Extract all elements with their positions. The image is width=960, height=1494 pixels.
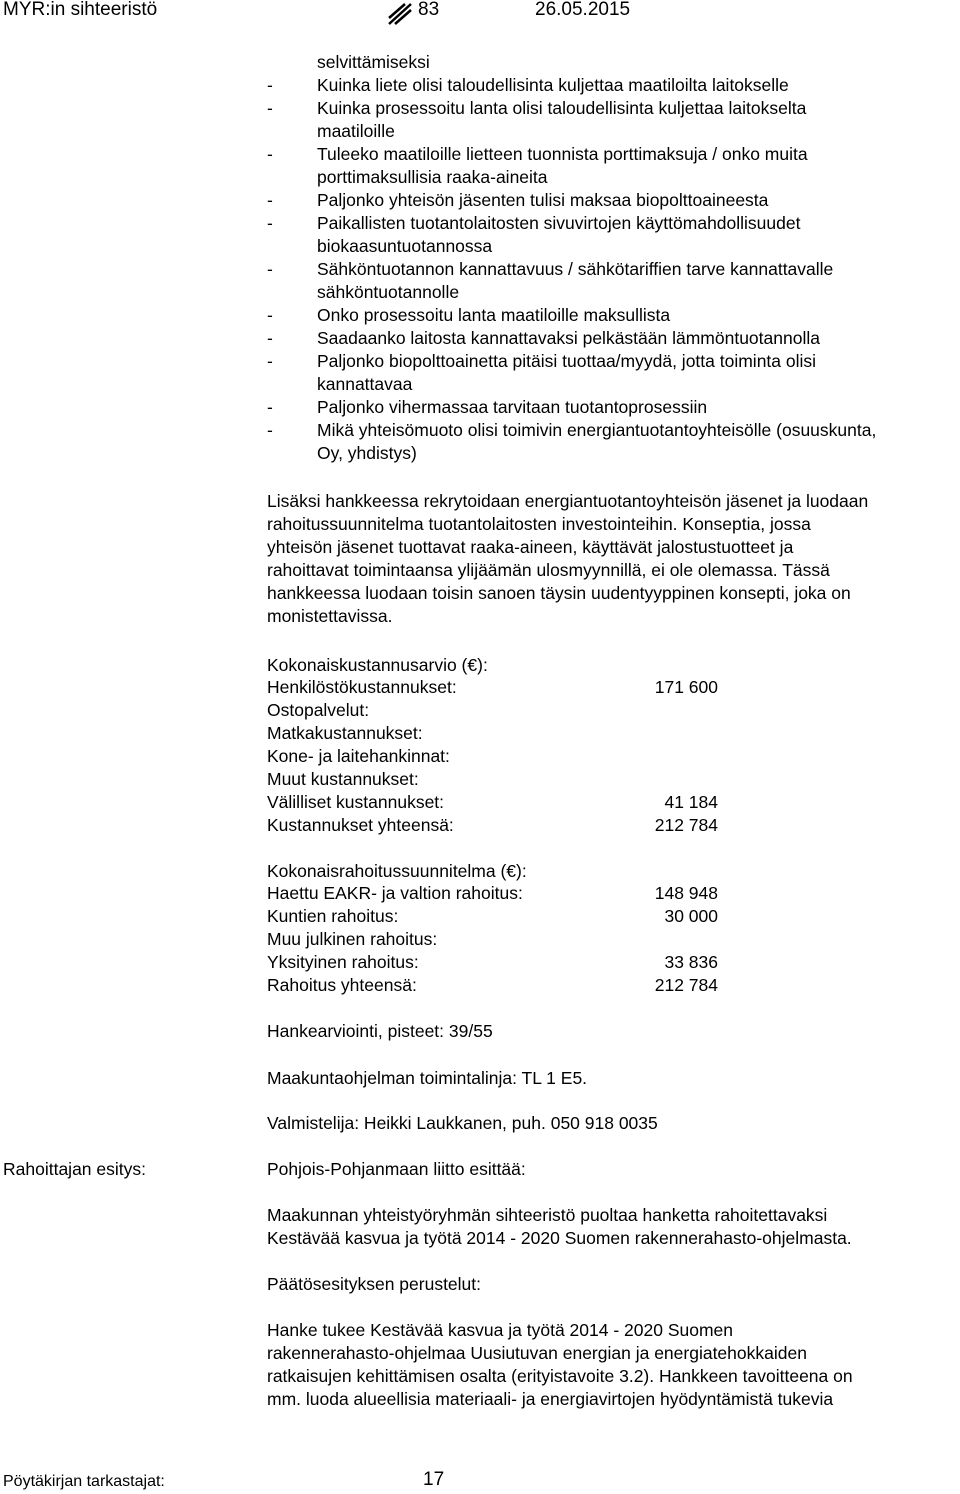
paragraph-1-line: rahoittavat toimintaansa ylijäämän ulosmyynnillä, ei ole olemassa. Tässä [267,560,830,580]
question-item-line: Paljonko biopolttoainetta pitäisi tuottaa/myydä, jotta toiminta olisi [317,351,817,371]
question-dash: - [267,144,273,164]
header-page: 83 [418,0,440,20]
footer-label: Pöytäkirjan tarkastajat: [3,1473,165,1490]
table-row-label: Matkakustannukset: [267,723,423,743]
table-row-value: 148 948 [654,883,718,903]
question-item-line: porttimaksullisia raaka-aineita [317,167,548,187]
paragraph-1-line: hankkeessa luodaan toisin sanoen täysin uudentyyppinen konsepti, joka on [267,583,851,603]
table-row-value: 33 836 [664,952,718,972]
assessment-line: Hankearviointi, pisteet: 39/55 [267,1021,493,1041]
question-item-line: Saadaanko laitosta kannattavaksi pelkästään lämmöntuotannolla [317,328,820,348]
question-item-line: sähköntuotannolle [317,282,460,302]
paragraph-3-line: mm. luoda alueellisia materiaali- ja energiavirtojen hyödyntämistä tukevia [267,1389,834,1409]
costs-heading: Kokonaiskustannusarvio (€): [267,655,488,675]
question-dash: - [267,213,273,233]
funding-heading: Kokonaisrahoitussuunnitelma (€): [267,861,527,881]
table-row-label: Muu julkinen rahoitus: [267,929,438,949]
document-icon [385,0,415,26]
question-item-line: Sähköntuotannon kannattavuus / sähkötariffien tarve kannattavalle [317,259,834,279]
table-row-value: 41 184 [664,792,718,812]
table-row-label: Kuntien rahoitus: [267,906,399,926]
question-dash: - [267,98,273,118]
question-item-line: kannattavaa [317,374,413,394]
question-item-line: maatiloille [317,121,395,141]
table-row-label: Kone- ja laitehankinnat: [267,746,450,766]
paragraph-2-line: Maakunnan yhteistyöryhmän sihteeristö puoltaa hanketta rahoitettavaksi [267,1205,828,1225]
table-row-value: 30 000 [664,906,718,926]
proposal-text: Pohjois-Pohjanmaan liitto esittää: [267,1159,526,1179]
preparer-line: Valmistelija: Heikki Laukkanen, puh. 050 918 0035 [267,1113,658,1133]
question-dash: - [267,397,273,417]
question-item-line: Paikallisten tuotantolaitosten sivuvirtojen käyttömahdollisuudet [317,213,801,233]
table-row-label: Henkilöstökustannukset: [267,677,457,697]
intro-line: selvittämiseksi [317,52,430,72]
question-dash: - [267,328,273,348]
question-item-line: Onko prosessoitu lanta maatiloille maksullista [317,305,671,325]
table-row-label: Yksityinen rahoitus: [267,952,419,972]
footer-page-number: 17 [423,1469,445,1490]
program-line: Maakuntaohjelman toimintalinja: TL 1 E5. [267,1068,588,1088]
paragraph-1-line: yhteisön jäsenet tuottavat raaka-aineen, käyttävät jalostustuotteet ja [267,537,794,557]
question-item-line: Oy, yhdistys) [317,443,417,463]
table-row-label: Haettu EAKR- ja valtion rahoitus: [267,883,523,903]
basis-heading: Päätösesityksen perustelut: [267,1274,482,1294]
question-dash: - [267,259,273,279]
question-dash: - [267,420,273,440]
question-dash: - [267,305,273,325]
header-date: 26.05.2015 [535,0,631,20]
question-dash: - [267,75,273,95]
table-row-label: Välilliset kustannukset: [267,792,445,812]
paragraph-2-line: Kestävää kasvua ja työtä 2014 - 2020 Suomen rakennerahasto-ohjelmasta. [267,1228,852,1248]
paragraph-3-line: rakennerahasto-ohjelmaa Uusiutuvan energian ja energiatehokkaiden [267,1343,807,1363]
table-row-label: Ostopalvelut: [267,700,370,720]
question-item-line: Tuleeko maatiloille lietteen tuonnista porttimaksuja / onko muita [317,144,808,164]
paragraph-1-line: monistettavissa. [267,606,393,626]
table-row-label: Kustannukset yhteensä: [267,815,454,835]
question-item-line: biokaasuntuotannossa [317,236,493,256]
table-row-value: 171 600 [654,677,718,697]
paragraph-3-line: ratkaisujen kehittämisen osalta (erityistavoite 3.2). Hankkeen tavoitteena on [267,1366,853,1386]
question-item-line: Paljonko vihermassaa tarvitaan tuotantoprosessiin [317,397,708,417]
question-dash: - [267,190,273,210]
table-row-label: Muut kustannukset: [267,769,419,789]
question-item-line: Kuinka prosessoitu lanta olisi taloudellisinta kuljettaa laitokselta [317,98,807,118]
question-item-line: Kuinka liete olisi taloudellisinta kuljettaa maatiloilta laitokselle [317,75,789,95]
paragraph-1-line: Lisäksi hankkeessa rekrytoidaan energiantuotantoyhteisön jäsenet ja luodaan [267,491,869,511]
question-item-line: Paljonko yhteisön jäsenten tulisi maksaa biopolttoaineesta [317,190,769,210]
header-title: MYR:in sihteeristö [3,0,158,20]
table-row-value: 212 784 [654,975,718,995]
proposal-label: Rahoittajan esitys: [3,1159,146,1179]
question-dash: - [267,351,273,371]
question-item-line: Mikä yhteisömuoto olisi toimivin energiantuotantoyhteisölle (osuuskunta, [317,420,877,440]
paragraph-1-line: rahoitussuunnitelma tuotantolaitosten investointeihin. Konseptia, jossa [267,514,811,534]
table-row-label: Rahoitus yhteensä: [267,975,417,995]
table-row-value: 212 784 [654,815,718,835]
paragraph-3-line: Hanke tukee Kestävää kasvua ja työtä 2014 - 2020 Suomen [267,1320,733,1340]
